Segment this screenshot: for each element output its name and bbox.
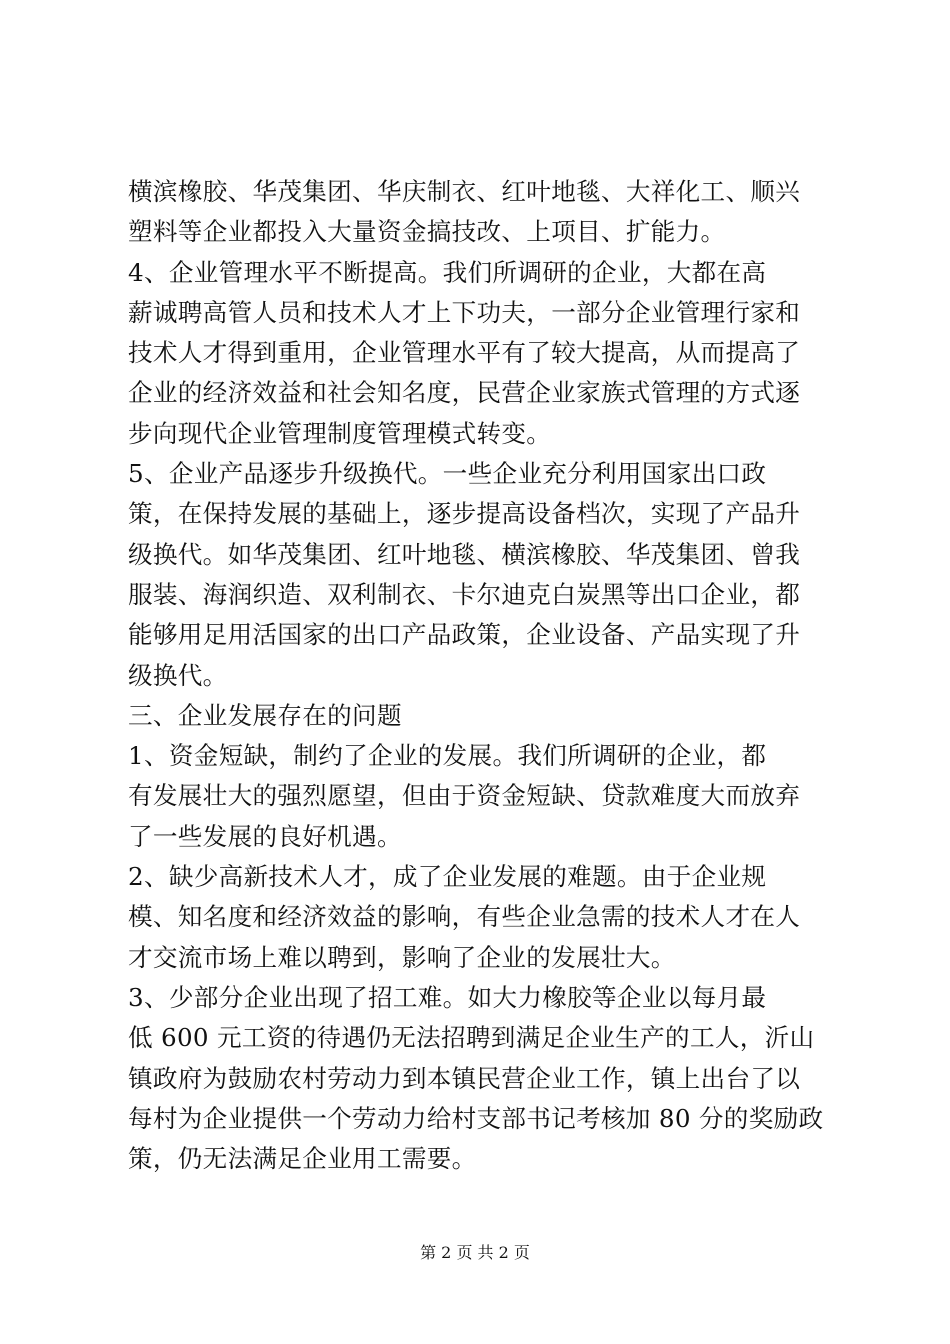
text-line: 级换代。如华茂集团、红叶地毯、横滨橡胶、华茂集团、曾我: [128, 539, 801, 569]
text-line: 薪诚聘高管人员和技术人才上下功夫，一部分企业管理行家和: [128, 297, 801, 327]
text-line: 横滨橡胶、华茂集团、华庆制衣、红叶地毯、大祥化工、顺兴: [128, 177, 801, 206]
text-line: 塑料等企业都投入大量资金搞技改、上项目、扩能力。: [128, 217, 726, 247]
text-line: 策，在保持发展的基础上，逐步提高设备档次，实现了产品升: [128, 499, 801, 529]
text-line: 技术人才得到重用，企业管理水平有了较大提高，从而提高了: [128, 338, 801, 368]
body-text: [128, 172, 828, 1179]
text-line: 镇政府为鼓励农村劳动力到本镇民营企业工作，镇上出台了以: [128, 1063, 801, 1093]
page-footer: 第 2 页 共 2 页: [420, 1243, 530, 1262]
text-line: 了一些发展的良好机遇。: [128, 821, 402, 851]
text-line: 3、少部分企业出现了招工难。如大力橡胶等企业以每月最: [128, 982, 767, 1012]
text-line: 模、知名度和经济效益的影响，有些企业急需的技术人才在人: [128, 902, 801, 932]
text-line: 每村为企业提供一个劳动力给村支部书记考核加 80 分的奖励政: [128, 1103, 824, 1133]
text-line: 低 600 元工资的待遇仍无法招聘到满足企业生产的工人，沂山: [128, 1023, 815, 1053]
text-line: 级换代。: [128, 660, 228, 690]
text-line: 1、资金短缺，制约了企业的发展。我们所调研的企业，都: [128, 741, 767, 771]
text-line: 步向现代企业管理制度管理模式转变。: [128, 418, 552, 448]
text-line: 企业的经济效益和社会知名度，民营企业家族式管理的方式逐: [128, 378, 801, 408]
text-line: 5、企业产品逐步升级换代。一些企业充分利用国家出口政: [128, 459, 767, 489]
text-line: 2、缺少高新技术人才，成了企业发展的难题。由于企业规: [128, 862, 767, 892]
text-line: 能够用足用活国家的出口产品政策，企业设备、产品实现了升: [128, 620, 801, 650]
section-heading: 三、企业发展存在的问题: [128, 700, 402, 730]
text-line: 有发展壮大的强烈愿望，但由于资金短缺、贷款难度大而放弃: [128, 781, 801, 811]
text-line: 策，仍无法满足企业用工需要。: [128, 1144, 477, 1174]
text-line: 4、企业管理水平不断提高。我们所调研的企业，大都在高: [128, 257, 767, 287]
text-line: 服装、海润织造、双利制衣、卡尔迪克白炭黑等出口企业，都: [128, 579, 801, 609]
text-line: 才交流市场上难以聘到，影响了企业的发展壮大。: [128, 942, 676, 972]
